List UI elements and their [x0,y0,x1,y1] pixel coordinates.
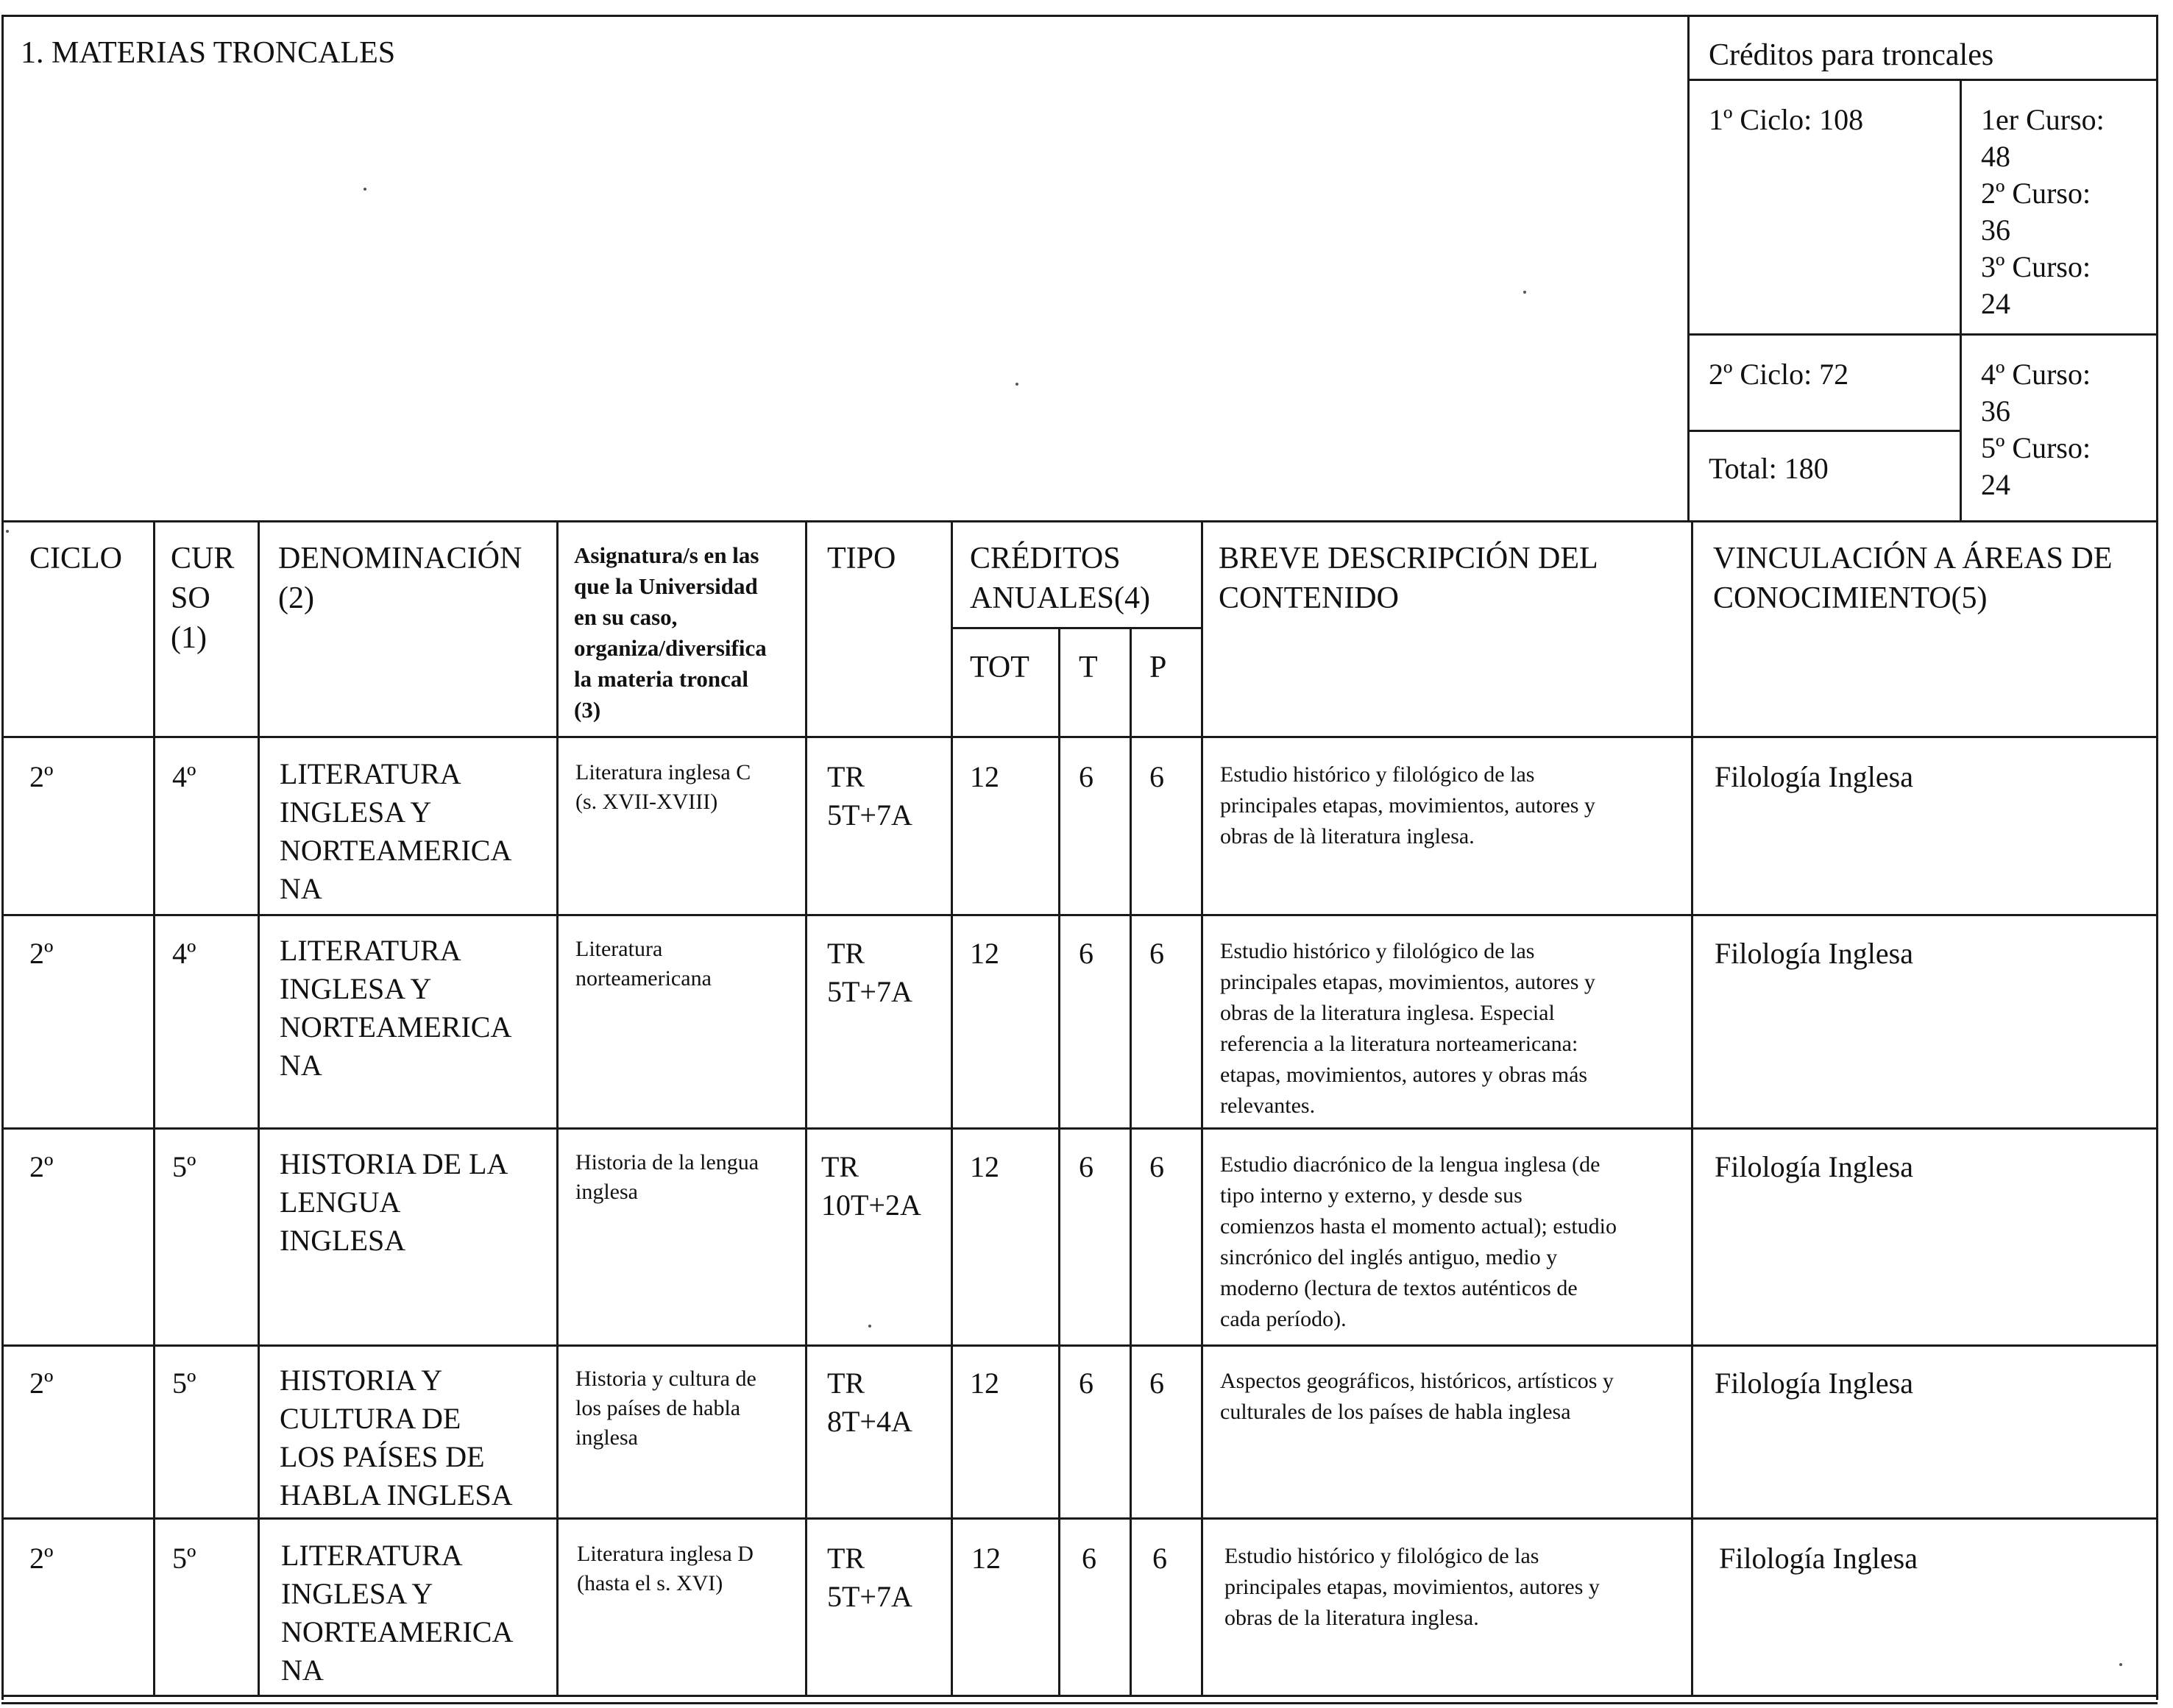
table-row-4-tipo: TR 8T+4A [827,1367,912,1438]
section-title: 1. MATERIAS TRONCALES [21,36,396,70]
header-denominacion: DENOMINACIÓN (2) [278,542,522,615]
table-row-1-curso: 4º [172,760,196,793]
header-ciclo: CICLO [29,542,122,575]
frame-bottom-line [1,1695,2158,1697]
table-row-1-asignatura: Literatura inglesa C (s. XVII-XVIII) [575,760,751,814]
header-tot: TOT [970,651,1029,684]
credits-ciclo2-courses: 4º Curso: 36 5º Curso: 24 [1981,358,2091,501]
table-row-1-area: Filología Inglesa [1715,760,1913,793]
credits-ciclo-divider [1687,333,2157,336]
table-row-3-asignatura: Historia de la lengua inglesa [575,1150,759,1204]
table-row-5-t: 6 [1082,1542,1096,1575]
table-row-3-tot: 12 [970,1150,999,1183]
row-2-bottom-line [1,1127,2158,1130]
table-row-1-tipo: TR 5T+7A [827,760,912,832]
header-bottom-line [1,736,2158,738]
table-row-4-area: Filología Inglesa [1715,1367,1913,1400]
table-row-5-tot: 12 [971,1542,1001,1575]
frame-left-line [1,15,4,1700]
table-row-3-area: Filología Inglesa [1715,1150,1913,1183]
header-tipo: TIPO [827,542,896,575]
table-row-2-t: 6 [1079,937,1093,970]
table-row-4-curso: 5º [172,1367,196,1400]
credits-box-left-line [1687,15,1690,521]
table-row-1-t: 6 [1079,760,1093,793]
table-row-2-asignatura: Literatura norteamericana [575,937,712,991]
table-row-3-tipo: TR 10T+2A [821,1150,921,1222]
table-row-4-asignatura: Historia y cultura de los países de habla inglesa [575,1367,756,1450]
credits-title-divider [1687,79,2157,81]
scan-speck [6,530,9,533]
scan-speck [1015,383,1018,386]
table-row-3-ciclo: 2º [29,1150,54,1183]
creditos-subheader-line [951,627,1201,629]
frame-right-line [2156,15,2158,1700]
table-row-1-denominacion: LITERATURA INGLESA Y NORTEAMERICA NA [280,757,512,905]
table-row-2-tot: 12 [970,937,999,970]
header-vinculacion: VINCULACIÓN A ÁREAS DE CONOCIMIENTO(5) [1713,542,2113,615]
header-t: T [1079,651,1098,684]
frame-bottom-line-2 [1,1702,2158,1704]
table-row-4-t: 6 [1079,1367,1093,1400]
table-row-2-curso: 4º [172,937,196,970]
table-row-2-area: Filología Inglesa [1715,937,1913,970]
table-row-3-descripcion: Estudio diacrónico de la lengua inglesa (de tipo interno y externo, y desde sus comienzos hasta el momento actual); estudio sincrónico del inglés antiguo, medio y moderno (lectura de textos auténticos de cada período). [1220,1152,1617,1331]
header-descripcion: BREVE DESCRIPCIÓN DEL CONTENIDO [1219,542,1598,615]
frame-top-line [1,15,2158,17]
table-row-3-t: 6 [1079,1150,1093,1183]
col-line-descripcion [1201,520,1203,1696]
scan-speck [1523,291,1526,294]
col-line-curso [153,520,155,1696]
table-row-4-p: 6 [1149,1367,1164,1400]
table-row-5-tipo: TR 5T+7A [827,1542,912,1613]
table-row-5-p: 6 [1152,1542,1167,1575]
table-row-1-ciclo: 2º [29,760,54,793]
credits-ciclo1-courses: 1er Curso: 48 2º Curso: 36 3º Curso: 24 [1981,103,2105,320]
table-row-5-denominacion: LITERATURA INGLESA Y NORTEAMERICA NA [281,1539,514,1687]
table-row-5-asignatura: Literatura inglesa D (hasta el s. XVI) [577,1542,754,1595]
credits-box-mid-line [1960,79,1962,521]
table-row-4-tot: 12 [970,1367,999,1400]
col-line-vinculacion [1691,520,1693,1696]
table-row-3-curso: 5º [172,1150,196,1183]
credits-box-title: Créditos para troncales [1709,38,1994,72]
row-1-bottom-line [1,914,2158,916]
table-row-4-descripcion: Aspectos geográficos, históricos, artísticos y culturales de los países de habla inglesa [1220,1369,1614,1424]
col-line-creditos [951,520,953,1696]
table-row-5-curso: 5º [172,1542,196,1575]
header-p: P [1149,651,1167,684]
table-row-1-p: 6 [1149,760,1164,793]
row-4-bottom-line [1,1517,2158,1520]
table-row-3-p: 6 [1149,1150,1164,1183]
col-line-t [1058,627,1060,1696]
scan-speck [364,188,366,191]
table-row-2-tipo: TR 5T+7A [827,937,912,1008]
table-row-2-denominacion: LITERATURA INGLESA Y NORTEAMERICA NA [280,934,512,1082]
col-line-tipo [805,520,807,1696]
table-row-4-denominacion: HISTORIA Y CULTURA DE LOS PAÍSES DE HABLA INGLESA [280,1364,513,1512]
table-row-1-descripcion: Estudio histórico y filológico de las principales etapas, movimientos, autores y obras de là literatura inglesa. [1220,762,1595,848]
header-curso: CUR SO (1) [171,542,235,655]
scan-speck [868,1325,871,1328]
row-3-bottom-line [1,1344,2158,1347]
table-row-5-descripcion: Estudio histórico y filológico de las principales etapas, movimientos, autores y obras de la literatura inglesa. [1224,1544,1600,1630]
col-line-asignatura [556,520,559,1696]
col-line-denominacion [258,520,260,1696]
credits-total-divider [1687,430,1960,432]
table-row-1-tot: 12 [970,760,999,793]
table-row-2-p: 6 [1149,937,1164,970]
table-row-5-ciclo: 2º [29,1542,54,1575]
credits-ciclo2: 2º Ciclo: 72 [1709,358,1849,391]
table-row-5-area: Filología Inglesa [1719,1542,1918,1575]
credits-total: Total: 180 [1709,452,1829,485]
table-row-4-ciclo: 2º [29,1367,54,1400]
header-asignatura: Asignatura/s en las que la Universidad en su caso, organiza/diversifica la materia troncal (3) [574,542,767,723]
table-top-line [1,520,2158,522]
table-row-3-denominacion: HISTORIA DE LA LENGUA INGLESA [280,1147,508,1257]
credits-ciclo1: 1º Ciclo: 108 [1709,103,1864,136]
scan-speck [2119,1663,2122,1666]
col-line-p [1130,627,1132,1696]
header-creditos: CRÉDITOS ANUALES(4) [970,542,1150,615]
table-row-2-descripcion: Estudio histórico y filológico de las principales etapas, movimientos, autores y obras de la literatura inglesa. Especial referencia a la literatura norteamericana: etapas, movimientos, autores y obras más relevantes. [1220,939,1595,1118]
table-row-2-ciclo: 2º [29,937,54,970]
